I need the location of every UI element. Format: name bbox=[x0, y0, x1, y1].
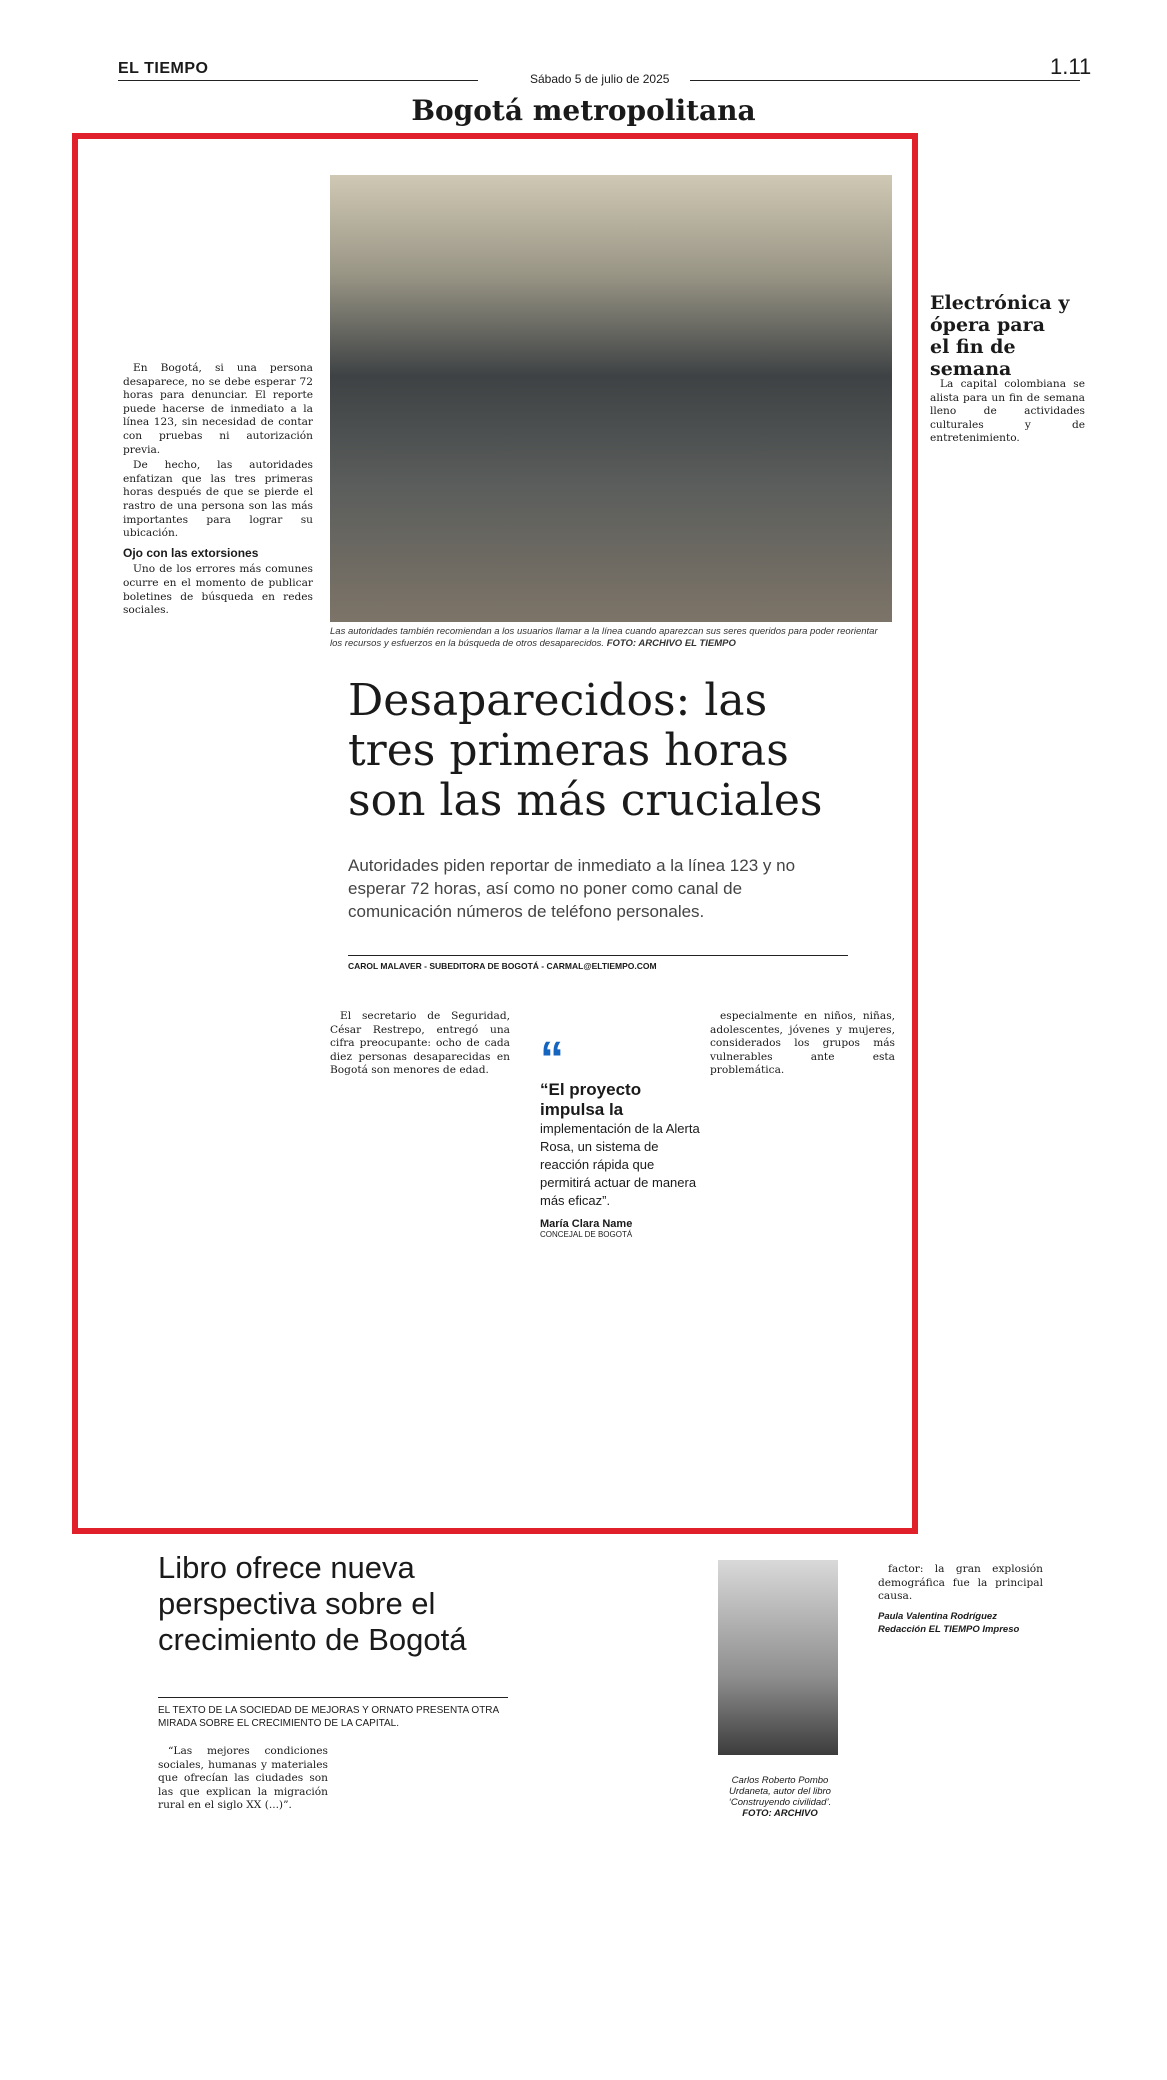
main-column-2: El secretario de Seguridad, César Restrepo, entregó una cifra preocupante: ocho de cada diez personas desaparecidas en Bogotá son menores de edad. bbox=[330, 1010, 510, 1077]
book-headline: Libro ofrece nueva perspectiva sobre el crecimiento de Bogotá bbox=[158, 1550, 467, 1657]
sidebar-headline: Electrónica y ópera para el fin de semana bbox=[930, 292, 1070, 380]
pull-quote: “ “El proyecto impulsa la implementación de la Alerta Rosa, un sistema de reacción rápida que permitirá actuar de manera más eficaz”. María Clara Name CONCEJAL DE BOGOTÁ bbox=[540, 1033, 700, 1239]
main-byline: CAROL MALAVER - SUBEDITORA DE BOGOTÁ - CARMAL@ELTIEMPO.COM bbox=[348, 955, 848, 971]
section-title: Bogotá metropolitana bbox=[411, 94, 756, 127]
masthead-date: Sábado 5 de julio de 2025 bbox=[530, 72, 670, 86]
book-column-1: “Las mejores condiciones sociales, humanas y materiales que ofrecían las ciudades son las que explican la migración rural en el siglo XX (...)”. bbox=[158, 1745, 328, 1812]
masthead-logo: EL TIEMPO bbox=[118, 60, 209, 77]
signature-author: Paula Valentina Rodríguez bbox=[878, 1610, 997, 1622]
masthead-rule-left bbox=[118, 80, 478, 81]
main-headline: Desaparecidos: las tres primeras horas son las más cruciales bbox=[348, 675, 823, 826]
masthead-rule-right bbox=[690, 80, 1080, 81]
main-column-1: En Bogotá, si una persona desaparece, no se debe esperar 72 horas para denunciar. El reporte puede hacerse de inmediato a la línea 123, sin necesidad de contar con pruebas ni autorización previa. De hecho, las autoridades enfatizan que las tres primeras horas después de que se pierde el rastro de una persona son las más importantes para lograr su ubicación. Ojo con las extorsiones Uno de los errores más comunes ocurre en el momento de publicar boletines de búsqueda en redes sociales. bbox=[123, 362, 313, 617]
main-column-3: especialmente en niños, niñas, adolescentes, jóvenes y mujeres, considerados los grupos más vulnerables ante esta problemática. bbox=[710, 1010, 895, 1077]
signature-desk: Redacción EL TIEMPO Impreso bbox=[878, 1624, 1020, 1636]
book-deck: EL TEXTO DE LA SOCIEDAD DE MEJORAS Y ORNATO PRESENTA OTRA MIRADA SOBRE EL CRECIMIENTO DE LA CAPITAL. bbox=[158, 1697, 508, 1730]
book-column-5: factor: la gran explosión demográfica fue la principal causa. Paula Valentina Rodríguez Redacción EL TIEMPO Impreso bbox=[878, 1563, 1043, 1636]
main-deck: Autoridades piden reportar de inmediato a la línea 123 y no esperar 72 horas, así como no poner como canal de comunicación números de teléfono personales. bbox=[348, 856, 796, 921]
portrait-caption: Carlos Roberto Pombo Urdaneta, autor del libro ‘Construyendo civilidad’. FOTO: ARCHIVO bbox=[728, 1775, 832, 1819]
quote-mark-icon: “ bbox=[540, 1033, 564, 1086]
photo-caption: Las autoridades también recomiendan a los usuarios llamar a la línea cuando aparezcan sus seres queridos para poder reorientar los recursos y esfuerzos en la búsqueda de otros desaparecidos. FOTO: ARCHIVO EL TIEMPO bbox=[330, 626, 878, 649]
sidebar-column: La capital colombiana se alista para un fin de semana lleno de actividades culturales y de entretenimiento. bbox=[930, 378, 1085, 445]
author-portrait bbox=[718, 1560, 838, 1755]
main-photo bbox=[330, 175, 892, 622]
page-number: 1.11 bbox=[1050, 54, 1092, 79]
